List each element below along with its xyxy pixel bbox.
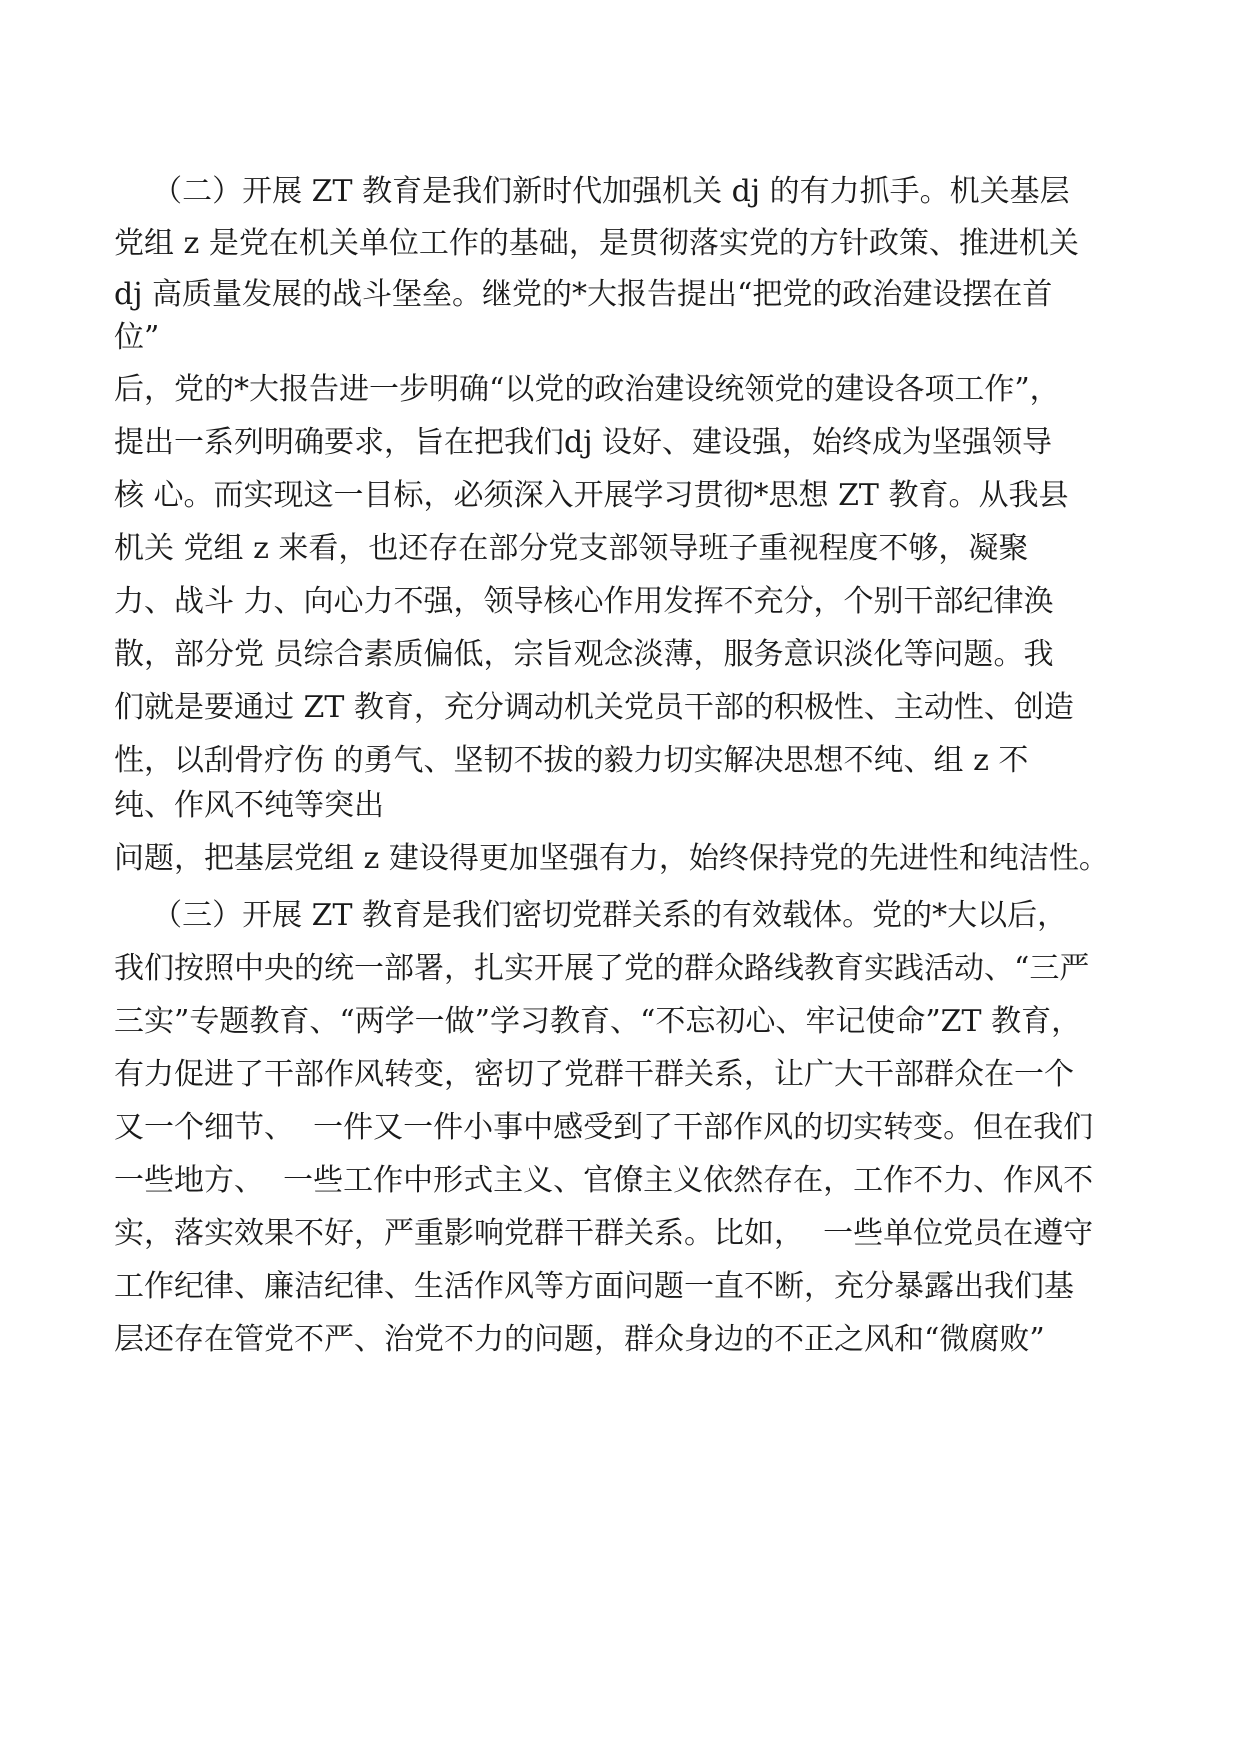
paragraph-line: 散，部分党 员综合素质偏低，宗旨观念淡薄，服务意识淡化等问题。我 — [114, 637, 1054, 672]
paragraph-line: 实，落实效果不好，严重影响党群干群关系。比如， 一些单位党员在遵守 — [114, 1216, 1094, 1251]
paragraph-line: 问题，把基层党组 z 建设得更加坚强有力，始终保持党的先进性和纯洁性。 — [114, 841, 1109, 876]
paragraph-line: （二）开展 ZT 教育是我们新时代加强机关 dj 的有力抓手。机关基层 — [114, 174, 1070, 209]
paragraph-line: 核 心。而实现这一目标，必须深入开展学习贯彻*思想 ZT 教育。从我县 — [114, 478, 1069, 513]
paragraph-line: 机关 党组 z 来看，也还存在部分党支部领导班子重视程度不够，凝聚 — [114, 531, 1029, 566]
paragraph-line: 有力促进了干部作风转变，密切了党群干群关系，让广大干部群众在一个 — [114, 1057, 1074, 1092]
paragraph-line: 位” — [114, 320, 160, 355]
paragraph-line: 工作纪律、廉洁纪律、生活作风等方面问题一直不断，充分暴露出我们基 — [114, 1269, 1074, 1304]
paragraph-line: 三实”专题教育、“两学一做”学习教育、“不忘初心、牢记使命”ZT 教育， — [114, 1004, 1082, 1039]
paragraph-line: 一些地方、 一些工作中形式主义、官僚主义依然存在，工作不力、作风不 — [114, 1163, 1094, 1198]
paragraph-line: 我们按照中央的统一部署，扎实开展了党的群众路线教育实践活动、“三严 — [114, 951, 1090, 986]
paragraph-line: 纯、作风不纯等突出 — [114, 788, 384, 823]
paragraph-line: 党组 z 是党在机关单位工作的基础，是贯彻落实党的方针政策、推进机关 — [114, 226, 1079, 261]
paragraph-line: 提出一系列明确要求，旨在把我们dj 设好、建设强，始终成为坚强领导 — [114, 425, 1053, 460]
paragraph-line: （三）开展 ZT 教育是我们密切党群关系的有效载体。党的*大以后， — [114, 898, 1068, 933]
paragraph-line: 力、战斗 力、向心力不强，领导核心作用发挥不充分，个别干部纪律涣 — [114, 584, 1054, 619]
paragraph-line: dj 高质量发展的战斗堡垒。继党的*大报告提出“把党的政治建设摆在首 — [114, 277, 1053, 312]
paragraph-line: 又一个细节、 一件又一件小事中感受到了干部作风的切实转变。但在我们 — [114, 1110, 1094, 1145]
paragraph-line: 们就是要通过 ZT 教育，充分调动机关党员干部的积极性、主动性、创造 — [114, 690, 1074, 725]
paragraph-line: 性，以刮骨疗伤 的勇气、坚韧不拔的毅力切实解决思想不纯、组 z 不 — [114, 743, 1029, 778]
paragraph-line: 后，党的*大报告进一步明确“以党的政治建设统领党的建设各项工作”， — [114, 372, 1060, 407]
paragraph-line: 层还存在管党不严、治党不力的问题，群众身边的不正之风和“微腐败” — [114, 1322, 1045, 1357]
